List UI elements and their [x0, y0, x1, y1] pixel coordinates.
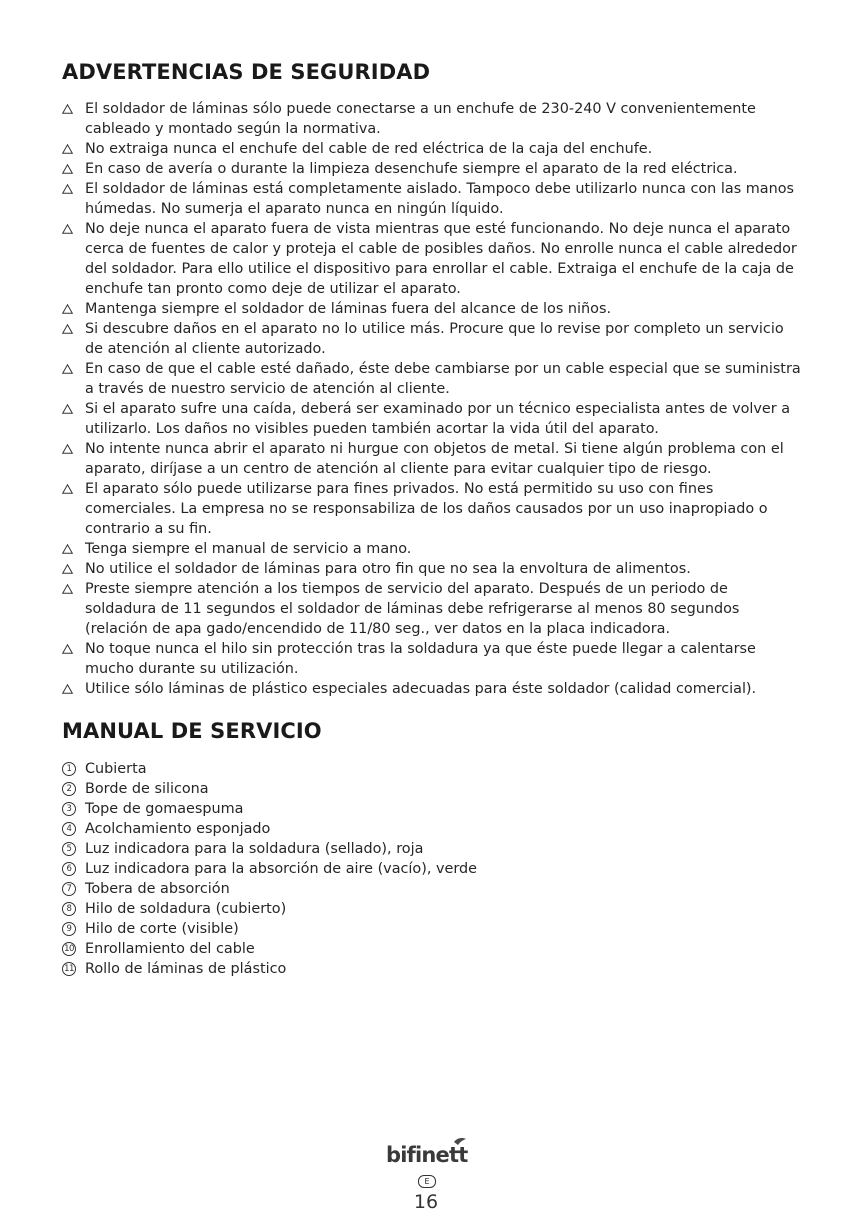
part-number-circle: 4 [62, 822, 76, 836]
warning-triangle-icon [62, 99, 76, 121]
part-number-circle: 8 [62, 902, 76, 916]
warning-text: Mantenga siempre el soldador de láminas fuera del alcance de los niños. [85, 301, 612, 317]
warning-item [62, 299, 802, 319]
warning-item [62, 479, 802, 539]
brand-logo [384, 1136, 476, 1170]
warning-triangle-icon [62, 579, 76, 601]
warning-text: Si el aparato sufre una caída, deberá ser examinado por un técnico especialista antes de volver a utilizarlo. Los daños no visibles pueden también acortar la vida útil del aparato. [85, 401, 791, 437]
warning-item [62, 179, 802, 219]
warning-text: No utilice el soldador de láminas para otro fin que no sea la envoltura de alimentos. [85, 561, 691, 577]
warning-item [62, 679, 802, 699]
part-number-circle: 1 [62, 762, 76, 776]
part-number-circle: 10 [62, 942, 76, 956]
safety-warnings-list [62, 99, 802, 699]
warning-text: No extraiga nunca el enchufe del cable de red eléctrica de la caja del enchufe. [85, 141, 653, 157]
warning-triangle-icon [62, 179, 76, 201]
warning-item [62, 579, 802, 639]
page-number: 16 [413, 1191, 439, 1213]
warning-triangle-icon [62, 639, 76, 661]
part-number-circle: 2 [62, 782, 76, 796]
part-label: Tope de gomaespuma [85, 801, 244, 817]
warning-text: Tenga siempre el manual de servicio a mano. [85, 541, 412, 557]
warning-triangle-icon [62, 299, 76, 321]
part-item [62, 759, 802, 779]
warning-triangle-icon [62, 679, 76, 701]
warning-item [62, 439, 802, 479]
warning-text: Utilice sólo láminas de plástico especiales adecuadas para éste soldador (calidad comercial). [85, 681, 757, 697]
warning-item [62, 539, 802, 559]
bifinett-logo-icon [384, 1136, 476, 1170]
warning-triangle-icon [62, 539, 76, 561]
part-label: Cubierta [85, 761, 147, 777]
part-item [62, 939, 802, 959]
warning-item [62, 319, 802, 359]
warning-item [62, 559, 802, 579]
part-label: Luz indicadora para la absorción de aire (vacío), verde [85, 861, 478, 877]
part-item [62, 899, 802, 919]
warning-text: El soldador de láminas está completamente aislado. Tampoco debe utilizarlo nunca con las manos húmedas. No sumerja el aparato nunca en ningún líquido. [85, 181, 795, 217]
part-item [62, 879, 802, 899]
warning-triangle-icon [62, 139, 76, 161]
warning-triangle-icon [62, 559, 76, 581]
part-item [62, 779, 802, 799]
warning-text: No deje nunca el aparato fuera de vista mientras que esté funcionando. No deje nunca el aparato cerca de fuentes de calor y proteja el cable de posibles daños. No enrolle nunca el cable alrededor del soldador. Para ello utilice el dispositivo para enrollar el cable. Extraiga el enchufe de la caja de enchufe tan pronto como deje de utilizar el aparato. [85, 221, 797, 297]
warning-item [62, 359, 802, 399]
warning-triangle-icon [62, 399, 76, 421]
section-title-safety-warnings: ADVERTENCIAS DE SEGURIDAD [62, 60, 431, 84]
warning-text: En caso de que el cable esté dañado, éste debe cambiarse por un cable especial que se suministra a través de nuestro servicio de atención al cliente. [85, 361, 801, 397]
part-number-circle: 7 [62, 882, 76, 896]
section-title-service-manual: MANUAL DE SERVICIO [62, 719, 322, 743]
part-item [62, 919, 802, 939]
part-number-circle: 3 [62, 802, 76, 816]
part-item [62, 819, 802, 839]
brand-name: bifinett [386, 1143, 468, 1167]
part-label: Borde de silicona [85, 781, 209, 797]
warning-item [62, 139, 802, 159]
warning-text: Preste siempre atención a los tiempos de servicio del aparato. Después de un periodo de soldadura de 11 segundos el soldador de láminas debe refrigerarse al menos 80 segundos (relación de apa gado/encendido de 11/80 seg., ver datos en la placa indicadora. [85, 581, 740, 637]
part-number-circle: 6 [62, 862, 76, 876]
warning-text: En caso de avería o durante la limpieza desenchufe siempre el aparato de la red eléctrica. [85, 161, 738, 177]
warning-triangle-icon [62, 219, 76, 241]
warning-item [62, 399, 802, 439]
part-number-circle: 9 [62, 922, 76, 936]
warning-text: Si descubre daños en el aparato no lo utilice más. Procure que lo revise por completo un servicio de atención al cliente autorizado. [85, 321, 784, 357]
part-label: Hilo de soldadura (cubierto) [85, 901, 287, 917]
part-label: Luz indicadora para la soldadura (sellado), roja [85, 841, 424, 857]
warning-item [62, 219, 802, 299]
part-item [62, 959, 802, 979]
part-number-circle: 5 [62, 842, 76, 856]
part-label: Enrollamiento del cable [85, 941, 255, 957]
warning-item [62, 159, 802, 179]
part-label: Acolchamiento esponjado [85, 821, 271, 837]
warning-text: El aparato sólo puede utilizarse para fines privados. No está permitido su uso con fines comerciales. La empresa no se responsabiliza de los daños causados por un uso inapropiado o contrario a su fin. [85, 481, 768, 537]
part-item [62, 859, 802, 879]
warning-item [62, 639, 802, 679]
language-badge: E [418, 1175, 436, 1188]
warning-triangle-icon [62, 479, 76, 501]
warning-text: No toque nunca el hilo sin protección tras la soldadura ya que éste puede llegar a calentarse mucho durante su utilización. [85, 641, 756, 677]
part-item [62, 799, 802, 819]
part-number-circle: 11 [62, 962, 76, 976]
warning-triangle-icon [62, 319, 76, 341]
part-item [62, 839, 802, 859]
warning-text: No intente nunca abrir el aparato ni hurgue con objetos de metal. Si tiene algún problema con el aparato, diríjase a un centro de atención al cliente para evitar cualquier tipo de riesgo. [85, 441, 784, 477]
warning-text: El soldador de láminas sólo puede conectarse a un enchufe de 230-240 V convenientemente cableado y montado según la normativa. [85, 101, 756, 137]
warning-triangle-icon [62, 439, 76, 461]
part-label: Hilo de corte (visible) [85, 921, 239, 937]
part-label: Tobera de absorción [85, 881, 230, 897]
warning-triangle-icon [62, 159, 76, 181]
warning-triangle-icon [62, 359, 76, 381]
warning-item [62, 99, 802, 139]
parts-list [62, 759, 802, 979]
part-label: Rollo de láminas de plástico [85, 961, 287, 977]
